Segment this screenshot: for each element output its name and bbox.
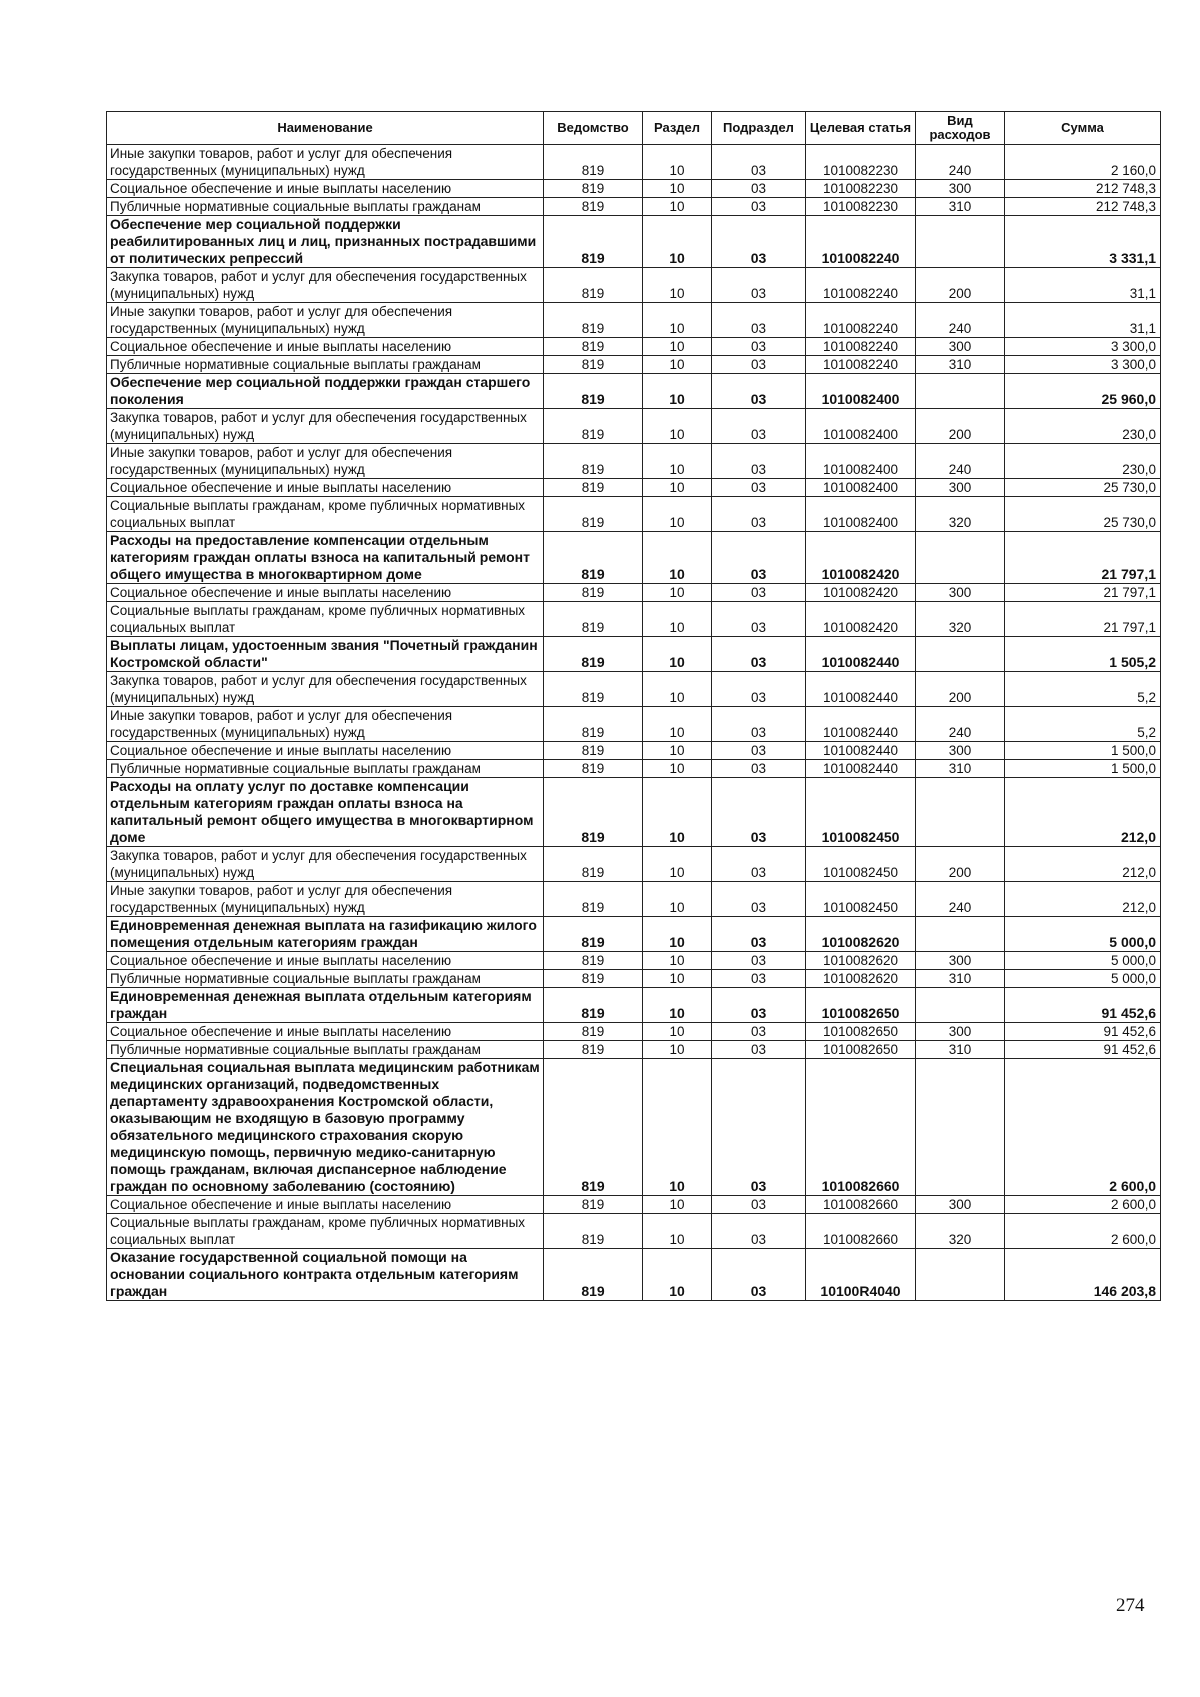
row-podrazdel: 03 <box>712 672 806 707</box>
table-row <box>107 145 1161 180</box>
row-summa: 2 600,0 <box>1005 1196 1161 1214</box>
row-name: Закупка товаров, работ и услуг для обеспечения государственных (муниципальных) нужд <box>107 672 544 707</box>
row-name: Публичные нормативные социальные выплаты гражданам <box>107 198 544 216</box>
row-vedomstvo: 819 <box>544 216 643 268</box>
row-razdel: 10 <box>643 637 712 672</box>
table-row <box>107 1196 1161 1214</box>
row-vedomstvo: 819 <box>544 1023 643 1041</box>
row-celevaya-statya: 1010082240 <box>806 338 916 356</box>
table-row <box>107 497 1161 532</box>
row-name: Выплаты лицам, удостоенным звания "Почетный гражданин Костромской области" <box>107 637 544 672</box>
row-vedomstvo: 819 <box>544 374 643 409</box>
row-podrazdel: 03 <box>712 198 806 216</box>
row-vid-rashodov: 310 <box>916 1041 1005 1059</box>
row-summa: 21 797,1 <box>1005 532 1161 584</box>
row-summa: 2 600,0 <box>1005 1059 1161 1196</box>
row-podrazdel: 03 <box>712 778 806 847</box>
row-celevaya-statya: 1010082660 <box>806 1196 916 1214</box>
row-razdel: 10 <box>643 742 712 760</box>
row-vid-rashodov: 240 <box>916 303 1005 338</box>
table-row <box>107 180 1161 198</box>
row-name: Обеспечение мер социальной поддержки граждан старшего поколения <box>107 374 544 409</box>
row-name: Оказание государственной социальной помощи на основании социального контракта отдельным категориям граждан <box>107 1249 544 1301</box>
row-razdel: 10 <box>643 338 712 356</box>
row-summa: 212,0 <box>1005 847 1161 882</box>
row-summa: 91 452,6 <box>1005 1023 1161 1041</box>
row-vedomstvo: 819 <box>544 409 643 444</box>
row-celevaya-statya: 1010082400 <box>806 409 916 444</box>
row-vedomstvo: 819 <box>544 707 643 742</box>
table-row <box>107 338 1161 356</box>
header-name: Наименование <box>107 112 544 145</box>
row-vid-rashodov: 300 <box>916 180 1005 198</box>
row-summa: 91 452,6 <box>1005 1041 1161 1059</box>
row-vedomstvo: 819 <box>544 145 643 180</box>
row-podrazdel: 03 <box>712 180 806 198</box>
row-vid-rashodov: 310 <box>916 356 1005 374</box>
row-podrazdel: 03 <box>712 374 806 409</box>
row-summa: 5 000,0 <box>1005 970 1161 988</box>
table-row <box>107 198 1161 216</box>
row-podrazdel: 03 <box>712 532 806 584</box>
table-row <box>107 268 1161 303</box>
row-razdel: 10 <box>643 356 712 374</box>
row-summa: 3 331,1 <box>1005 216 1161 268</box>
row-name: Иные закупки товаров, работ и услуг для обеспечения государственных (муниципальных) нужд <box>107 707 544 742</box>
row-podrazdel: 03 <box>712 742 806 760</box>
row-celevaya-statya: 1010082440 <box>806 760 916 778</box>
row-razdel: 10 <box>643 1023 712 1041</box>
table-row <box>107 970 1161 988</box>
table-row <box>107 1023 1161 1041</box>
table-row <box>107 672 1161 707</box>
row-vedomstvo: 819 <box>544 882 643 917</box>
row-podrazdel: 03 <box>712 1023 806 1041</box>
row-summa: 5 000,0 <box>1005 917 1161 952</box>
row-podrazdel: 03 <box>712 637 806 672</box>
row-vid-rashodov: 310 <box>916 198 1005 216</box>
row-celevaya-statya: 1010082450 <box>806 778 916 847</box>
table-row <box>107 1249 1161 1301</box>
row-name: Закупка товаров, работ и услуг для обеспечения государственных (муниципальных) нужд <box>107 268 544 303</box>
row-vid-rashodov: 200 <box>916 847 1005 882</box>
row-summa: 212,0 <box>1005 778 1161 847</box>
table-row <box>107 952 1161 970</box>
row-vid-rashodov <box>916 374 1005 409</box>
row-name: Иные закупки товаров, работ и услуг для обеспечения государственных (муниципальных) нужд <box>107 145 544 180</box>
row-vid-rashodov: 300 <box>916 338 1005 356</box>
row-name: Социальные выплаты гражданам, кроме публичных нормативных социальных выплат <box>107 497 544 532</box>
row-celevaya-statya: 1010082420 <box>806 584 916 602</box>
row-summa: 212 748,3 <box>1005 180 1161 198</box>
row-celevaya-statya: 1010082450 <box>806 847 916 882</box>
row-celevaya-statya: 1010082230 <box>806 198 916 216</box>
row-summa: 21 797,1 <box>1005 584 1161 602</box>
table-row <box>107 409 1161 444</box>
row-razdel: 10 <box>643 1196 712 1214</box>
row-vid-rashodov <box>916 532 1005 584</box>
row-summa: 1 500,0 <box>1005 760 1161 778</box>
page-number: 274 <box>1116 1595 1145 1616</box>
row-vid-rashodov: 240 <box>916 882 1005 917</box>
table-row <box>107 374 1161 409</box>
row-summa: 5,2 <box>1005 707 1161 742</box>
row-razdel: 10 <box>643 444 712 479</box>
table-row <box>107 707 1161 742</box>
row-vid-rashodov <box>916 917 1005 952</box>
row-summa: 2 160,0 <box>1005 145 1161 180</box>
row-vedomstvo: 819 <box>544 479 643 497</box>
row-summa: 5,2 <box>1005 672 1161 707</box>
row-podrazdel: 03 <box>712 1059 806 1196</box>
row-vid-rashodov <box>916 1059 1005 1196</box>
row-vedomstvo: 819 <box>544 952 643 970</box>
header-celevaya-statya: Целевая статья <box>806 112 916 145</box>
row-celevaya-statya: 1010082240 <box>806 303 916 338</box>
row-podrazdel: 03 <box>712 268 806 303</box>
row-vedomstvo: 819 <box>544 1041 643 1059</box>
row-vid-rashodov: 200 <box>916 672 1005 707</box>
row-vid-rashodov: 200 <box>916 409 1005 444</box>
row-celevaya-statya: 1010082230 <box>806 180 916 198</box>
row-vid-rashodov: 300 <box>916 1023 1005 1041</box>
row-razdel: 10 <box>643 216 712 268</box>
row-celevaya-statya: 1010082660 <box>806 1214 916 1249</box>
row-summa: 212 748,3 <box>1005 198 1161 216</box>
row-summa: 146 203,8 <box>1005 1249 1161 1301</box>
row-name: Социальное обеспечение и иные выплаты населению <box>107 1196 544 1214</box>
row-name: Социальное обеспечение и иные выплаты населению <box>107 338 544 356</box>
row-podrazdel: 03 <box>712 952 806 970</box>
row-vid-rashodov: 300 <box>916 479 1005 497</box>
row-vedomstvo: 819 <box>544 180 643 198</box>
row-razdel: 10 <box>643 882 712 917</box>
row-razdel: 10 <box>643 1249 712 1301</box>
row-celevaya-statya: 1010082650 <box>806 1041 916 1059</box>
row-summa: 230,0 <box>1005 444 1161 479</box>
row-summa: 91 452,6 <box>1005 988 1161 1023</box>
table-row <box>107 303 1161 338</box>
row-vid-rashodov <box>916 778 1005 847</box>
row-celevaya-statya: 1010082620 <box>806 917 916 952</box>
row-name: Единовременная денежная выплата отдельным категориям граждан <box>107 988 544 1023</box>
row-podrazdel: 03 <box>712 584 806 602</box>
row-razdel: 10 <box>643 145 712 180</box>
row-name: Специальная социальная выплата медицинским работникам медицинских организаций, подведомственных департаменту здравоохранения Костромской области, оказывающим не входящую в базовую программу обязательного медицинского страхования скорую медицинскую помощь, первичную медико-санитарную помощь гражданам, включая диспансерное наблюдение граждан по основному заболеванию (состоянию) <box>107 1059 544 1196</box>
header-razdel: Раздел <box>643 112 712 145</box>
row-vedomstvo: 819 <box>544 338 643 356</box>
table-row <box>107 988 1161 1023</box>
row-vid-rashodov: 320 <box>916 602 1005 637</box>
row-vedomstvo: 819 <box>544 303 643 338</box>
row-vid-rashodov: 300 <box>916 952 1005 970</box>
row-razdel: 10 <box>643 760 712 778</box>
row-podrazdel: 03 <box>712 1041 806 1059</box>
row-podrazdel: 03 <box>712 216 806 268</box>
row-summa: 3 300,0 <box>1005 338 1161 356</box>
row-vedomstvo: 819 <box>544 970 643 988</box>
row-celevaya-statya: 1010082230 <box>806 145 916 180</box>
row-podrazdel: 03 <box>712 1249 806 1301</box>
row-name: Иные закупки товаров, работ и услуг для обеспечения государственных (муниципальных) нужд <box>107 444 544 479</box>
row-razdel: 10 <box>643 847 712 882</box>
row-vedomstvo: 819 <box>544 1059 643 1196</box>
row-vid-rashodov <box>916 988 1005 1023</box>
row-vedomstvo: 819 <box>544 584 643 602</box>
row-podrazdel: 03 <box>712 145 806 180</box>
table-row <box>107 356 1161 374</box>
row-summa: 1 500,0 <box>1005 742 1161 760</box>
row-vid-rashodov: 320 <box>916 497 1005 532</box>
row-vid-rashodov: 240 <box>916 707 1005 742</box>
row-name: Публичные нормативные социальные выплаты гражданам <box>107 356 544 374</box>
row-name: Обеспечение мер социальной поддержки реабилитированных лиц и лиц, признанных пострадавшими от политических репрессий <box>107 216 544 268</box>
row-razdel: 10 <box>643 672 712 707</box>
row-podrazdel: 03 <box>712 409 806 444</box>
table-row <box>107 847 1161 882</box>
table-row <box>107 778 1161 847</box>
row-vedomstvo: 819 <box>544 917 643 952</box>
table-row <box>107 1214 1161 1249</box>
row-razdel: 10 <box>643 917 712 952</box>
row-name: Иные закупки товаров, работ и услуг для обеспечения государственных (муниципальных) нужд <box>107 882 544 917</box>
row-celevaya-statya: 1010082420 <box>806 532 916 584</box>
row-razdel: 10 <box>643 180 712 198</box>
row-summa: 3 300,0 <box>1005 356 1161 374</box>
row-celevaya-statya: 1010082400 <box>806 479 916 497</box>
row-vedomstvo: 819 <box>544 198 643 216</box>
row-vid-rashodov: 240 <box>916 444 1005 479</box>
row-celevaya-statya: 1010082400 <box>806 444 916 479</box>
row-vedomstvo: 819 <box>544 1196 643 1214</box>
row-vedomstvo: 819 <box>544 637 643 672</box>
row-vedomstvo: 819 <box>544 988 643 1023</box>
row-name: Публичные нормативные социальные выплаты гражданам <box>107 760 544 778</box>
row-name: Социальное обеспечение и иные выплаты населению <box>107 952 544 970</box>
row-razdel: 10 <box>643 374 712 409</box>
row-summa: 230,0 <box>1005 409 1161 444</box>
header-podrazdel: Подраздел <box>712 112 806 145</box>
row-summa: 21 797,1 <box>1005 602 1161 637</box>
row-summa: 2 600,0 <box>1005 1214 1161 1249</box>
row-vedomstvo: 819 <box>544 847 643 882</box>
row-vedomstvo: 819 <box>544 444 643 479</box>
row-podrazdel: 03 <box>712 356 806 374</box>
table-row <box>107 216 1161 268</box>
row-vid-rashodov <box>916 637 1005 672</box>
row-razdel: 10 <box>643 778 712 847</box>
row-vid-rashodov: 320 <box>916 1214 1005 1249</box>
row-summa: 25 730,0 <box>1005 497 1161 532</box>
row-celevaya-statya: 1010082620 <box>806 970 916 988</box>
row-podrazdel: 03 <box>712 988 806 1023</box>
row-podrazdel: 03 <box>712 707 806 742</box>
row-razdel: 10 <box>643 584 712 602</box>
row-celevaya-statya: 1010082440 <box>806 707 916 742</box>
row-name: Расходы на оплату услуг по доставке компенсации отдельным категориям граждан оплаты взноса на капитальный ремонт общего имущества в многоквартирном доме <box>107 778 544 847</box>
table-body <box>107 145 1161 1301</box>
row-vid-rashodov: 200 <box>916 268 1005 303</box>
row-name: Закупка товаров, работ и услуг для обеспечения государственных (муниципальных) нужд <box>107 409 544 444</box>
row-celevaya-statya: 1010082420 <box>806 602 916 637</box>
row-celevaya-statya: 10100R4040 <box>806 1249 916 1301</box>
row-summa: 5 000,0 <box>1005 952 1161 970</box>
row-podrazdel: 03 <box>712 338 806 356</box>
row-celevaya-statya: 1010082440 <box>806 742 916 760</box>
row-podrazdel: 03 <box>712 444 806 479</box>
row-celevaya-statya: 1010082620 <box>806 952 916 970</box>
row-name: Социальное обеспечение и иные выплаты населению <box>107 584 544 602</box>
table-row <box>107 917 1161 952</box>
row-celevaya-statya: 1010082400 <box>806 497 916 532</box>
row-razdel: 10 <box>643 602 712 637</box>
row-razdel: 10 <box>643 1059 712 1196</box>
row-name: Социальные выплаты гражданам, кроме публичных нормативных социальных выплат <box>107 1214 544 1249</box>
row-podrazdel: 03 <box>712 917 806 952</box>
row-vedomstvo: 819 <box>544 356 643 374</box>
row-name: Социальное обеспечение и иные выплаты населению <box>107 479 544 497</box>
row-summa: 31,1 <box>1005 303 1161 338</box>
row-name: Закупка товаров, работ и услуг для обеспечения государственных (муниципальных) нужд <box>107 847 544 882</box>
table-row <box>107 1041 1161 1059</box>
row-celevaya-statya: 1010082240 <box>806 356 916 374</box>
row-celevaya-statya: 1010082240 <box>806 268 916 303</box>
row-razdel: 10 <box>643 479 712 497</box>
row-razdel: 10 <box>643 303 712 338</box>
row-vedomstvo: 819 <box>544 1249 643 1301</box>
row-name: Социальные выплаты гражданам, кроме публичных нормативных социальных выплат <box>107 602 544 637</box>
table-row <box>107 1059 1161 1196</box>
row-summa: 25 730,0 <box>1005 479 1161 497</box>
row-vedomstvo: 819 <box>544 497 643 532</box>
row-name: Единовременная денежная выплата на газификацию жилого помещения отдельным категориям граждан <box>107 917 544 952</box>
row-vid-rashodov <box>916 1249 1005 1301</box>
row-razdel: 10 <box>643 988 712 1023</box>
row-vedomstvo: 819 <box>544 532 643 584</box>
table-row <box>107 742 1161 760</box>
row-podrazdel: 03 <box>712 303 806 338</box>
row-podrazdel: 03 <box>712 970 806 988</box>
row-celevaya-statya: 1010082240 <box>806 216 916 268</box>
budget-table <box>106 111 1161 1301</box>
row-summa: 212,0 <box>1005 882 1161 917</box>
row-vedomstvo: 819 <box>544 742 643 760</box>
row-razdel: 10 <box>643 1041 712 1059</box>
table-row <box>107 882 1161 917</box>
row-podrazdel: 03 <box>712 847 806 882</box>
row-name: Публичные нормативные социальные выплаты гражданам <box>107 970 544 988</box>
row-vedomstvo: 819 <box>544 602 643 637</box>
table-header-row <box>107 112 1161 145</box>
row-vedomstvo: 819 <box>544 778 643 847</box>
row-vid-rashodov <box>916 216 1005 268</box>
row-celevaya-statya: 1010082450 <box>806 882 916 917</box>
row-summa: 31,1 <box>1005 268 1161 303</box>
table-row <box>107 479 1161 497</box>
table-row <box>107 637 1161 672</box>
row-name: Публичные нормативные социальные выплаты гражданам <box>107 1041 544 1059</box>
row-name: Расходы на предоставление компенсации отдельным категориям граждан оплаты взноса на капитальный ремонт общего имущества в многоквартирном доме <box>107 532 544 584</box>
row-podrazdel: 03 <box>712 1214 806 1249</box>
header-vid-rashodov: Вид расходов <box>916 112 1005 145</box>
row-vid-rashodov: 300 <box>916 1196 1005 1214</box>
row-summa: 25 960,0 <box>1005 374 1161 409</box>
row-vid-rashodov: 300 <box>916 742 1005 760</box>
table-row <box>107 602 1161 637</box>
row-razdel: 10 <box>643 707 712 742</box>
row-name: Социальное обеспечение и иные выплаты населению <box>107 742 544 760</box>
row-razdel: 10 <box>643 970 712 988</box>
row-razdel: 10 <box>643 268 712 303</box>
row-podrazdel: 03 <box>712 760 806 778</box>
row-celevaya-statya: 1010082440 <box>806 637 916 672</box>
row-razdel: 10 <box>643 532 712 584</box>
header-vedomstvo: Ведомство <box>544 112 643 145</box>
table-row <box>107 444 1161 479</box>
row-podrazdel: 03 <box>712 1196 806 1214</box>
row-razdel: 10 <box>643 198 712 216</box>
row-podrazdel: 03 <box>712 602 806 637</box>
row-vid-rashodov: 300 <box>916 584 1005 602</box>
row-podrazdel: 03 <box>712 479 806 497</box>
row-vid-rashodov: 310 <box>916 970 1005 988</box>
table-row <box>107 584 1161 602</box>
row-razdel: 10 <box>643 497 712 532</box>
row-vedomstvo: 819 <box>544 1214 643 1249</box>
row-name: Социальное обеспечение и иные выплаты населению <box>107 1023 544 1041</box>
table-row <box>107 760 1161 778</box>
row-razdel: 10 <box>643 1214 712 1249</box>
row-vid-rashodov: 240 <box>916 145 1005 180</box>
row-name: Социальное обеспечение и иные выплаты населению <box>107 180 544 198</box>
row-celevaya-statya: 1010082400 <box>806 374 916 409</box>
row-razdel: 10 <box>643 952 712 970</box>
row-vedomstvo: 819 <box>544 672 643 707</box>
row-celevaya-statya: 1010082650 <box>806 988 916 1023</box>
row-podrazdel: 03 <box>712 882 806 917</box>
row-name: Иные закупки товаров, работ и услуг для обеспечения государственных (муниципальных) нужд <box>107 303 544 338</box>
row-podrazdel: 03 <box>712 497 806 532</box>
row-vedomstvo: 819 <box>544 268 643 303</box>
row-celevaya-statya: 1010082440 <box>806 672 916 707</box>
row-razdel: 10 <box>643 409 712 444</box>
row-celevaya-statya: 1010082660 <box>806 1059 916 1196</box>
row-celevaya-statya: 1010082650 <box>806 1023 916 1041</box>
row-summa: 1 505,2 <box>1005 637 1161 672</box>
table-row <box>107 532 1161 584</box>
row-vedomstvo: 819 <box>544 760 643 778</box>
header-summa: Сумма <box>1005 112 1161 145</box>
row-vid-rashodov: 310 <box>916 760 1005 778</box>
